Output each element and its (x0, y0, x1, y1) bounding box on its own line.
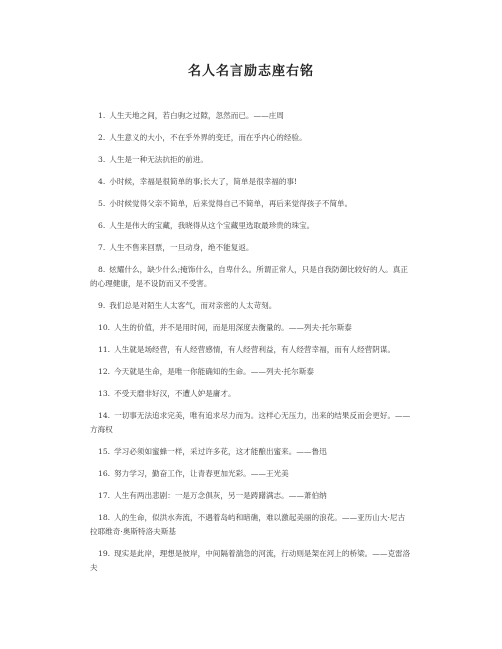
document-title: 名人名言励志座右铭 (187, 64, 314, 79)
quote-number: 11. (98, 345, 111, 354)
quote-item (90, 299, 412, 313)
quote-item (90, 343, 412, 357)
quote-text: 人的生命，似洪水奔流，不遇着岛屿和暗礁，难以激起美丽的浪花。——亚历山大·尼古拉耶维奇·奥斯特洛夫斯基 (90, 513, 406, 536)
quote-number: 18. (98, 513, 111, 522)
quote-text: 努力学习，勤奋工作，让青春更加光彩。——王光美 (114, 469, 289, 478)
quote-text: 人生是伟大的宝藏，我晓得从这个宝藏里选取最珍贵的珠宝。 (109, 221, 315, 230)
quote-text: 人生意义的大小，不在乎外界的变迁，而在乎内心的经验。 (109, 133, 307, 142)
quote-item (90, 131, 412, 145)
quote-number: 9. (98, 301, 106, 310)
quote-item (90, 219, 412, 233)
quote-text: 小时候觉得父亲不简单，后来觉得自己不简单，再后来觉得孩子不简单。 (109, 199, 353, 208)
quote-text: 学习必须如蜜蜂一样，采过许多花，这才能酿出蜜来。——鲁迅 (114, 447, 327, 456)
quote-text: 人生有两出悲剧：一是万念俱灰，另一是踌躇满志。——萧伯纳 (114, 491, 327, 500)
quote-item (90, 387, 412, 401)
quote-number: 19. (98, 549, 111, 558)
quote-number: 13. (98, 389, 111, 398)
quote-item (90, 263, 412, 291)
quote-text: 炫耀什么，缺少什么;掩饰什么，自卑什么。所谓正常人，只是自我防御比较好的人。真正的心理健康，是不设防而又不受害。 (90, 265, 408, 288)
quote-text: 人生就是场经营，有人经营感情，有人经营利益，有人经营幸福，而有人经营阴谋。 (114, 345, 396, 354)
quote-item (90, 489, 412, 503)
quote-item (90, 175, 412, 189)
quote-item (90, 321, 412, 335)
quote-number: 14. (98, 411, 111, 420)
quote-text: 人生是一种无法抗拒的前进。 (109, 155, 208, 164)
quote-number: 4. (98, 177, 106, 186)
quote-item (90, 445, 412, 459)
quote-number: 12. (98, 367, 111, 376)
quote-text: 人生天地之间，若白驹之过隙，忽然而已。——庄周 (109, 111, 284, 120)
quote-text: 一切事无法追求完美，唯有追求尽力而为。这样心无压力，出来的结果反而会更好。——方海权 (90, 411, 411, 434)
quote-item (90, 409, 412, 437)
quote-text: 不受天磨非好汉，不遭人妒是庸才。 (114, 389, 236, 398)
quote-number: 8. (98, 265, 106, 274)
quote-text: 人生不售来回票，一旦动身，绝不能复返。 (109, 243, 254, 252)
quote-number: 16. (98, 469, 111, 478)
quote-list (90, 109, 412, 575)
quote-item (90, 467, 412, 481)
quote-item (90, 547, 412, 575)
quote-item (90, 365, 412, 379)
quote-item (90, 511, 412, 539)
quote-number: 17. (98, 491, 111, 500)
quote-item (90, 197, 412, 211)
quote-number: 2. (98, 133, 106, 142)
quote-item (90, 241, 412, 255)
quote-number: 3. (98, 155, 106, 164)
quote-text: 今天就是生命，是唯一你能确知的生命。——列夫·托尔斯泰 (114, 367, 314, 376)
quote-text: 小时候，幸福是很简单的事;长大了，简单是很幸福的事! (109, 177, 298, 186)
quote-number: 6. (98, 221, 106, 230)
quote-item (90, 109, 412, 123)
quote-number: 5. (98, 199, 106, 208)
quote-item (90, 153, 412, 167)
quote-number: 1. (98, 111, 106, 120)
quote-number: 10. (98, 323, 111, 332)
quote-text: 我们总是对陌生人太客气，而对亲密的人太苛刻。 (109, 301, 277, 310)
quote-text: 人生的价值，并不是用时间，而是用深度去衡量的。——列夫·托尔斯泰 (114, 323, 352, 332)
quote-number: 7. (98, 243, 106, 252)
quote-number: 15. (98, 447, 111, 456)
quote-text: 现实是此岸，理想是彼岸，中间隔着湍急的河流，行动则是架在河上的桥梁。——克雷洛夫 (90, 549, 411, 572)
